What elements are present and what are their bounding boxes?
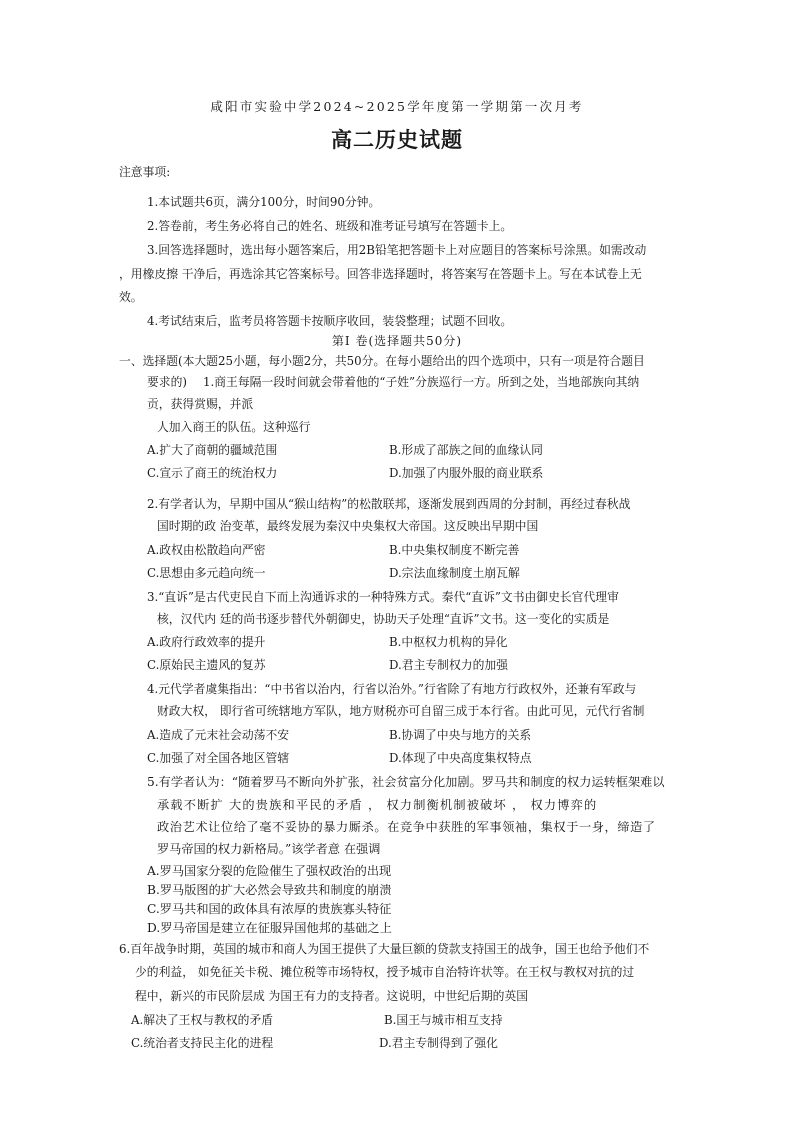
question-4-option-b: B.协调了中央与地方的关系	[389, 728, 532, 742]
question-5-stem: 罗马帝国的权力新格局。”该学者意 在强调	[157, 842, 381, 856]
question-2-option-a: A.政权由松散趋向严密	[147, 543, 266, 557]
question-1-stem: 贡，获得赏赐，并派	[147, 397, 254, 411]
question-1-stem: 1.商王每隔一段时间就会带着他的“子姓”分族巡行一方。所到之处，当地部族向其纳	[203, 375, 640, 389]
note-line: ，用橡皮擦 干净后，再选涂其它答案标号。回答非选择题时，将答案写在答题卡上。写在本试卷上无	[119, 267, 642, 281]
question-4-option-c: C.加强了对全国各地区管辖	[147, 751, 290, 765]
note-line: 2.答卷前，考生务必将自己的姓名、班级和准考证号填写在答题卡上。	[147, 219, 513, 233]
question-3-option-b: B.中枢权力机构的异化	[389, 635, 508, 649]
question-1-option-d: D.加强了内服外服的商业联系	[389, 466, 544, 480]
question-3-option-d: D.君主专制权力的加强	[389, 658, 508, 672]
question-1-stem: 人加入商王的队伍。这种巡行	[157, 420, 311, 434]
question-4-option-d: D.体现了中央高度集权特点	[389, 751, 532, 765]
question-3-stem: 核，汉代内 廷的尚书逐步替代外朝御史，协助天子处理“直诉”文书。这一变化的实质是	[157, 612, 610, 626]
question-6-option-d: D.君主专制得到了强化	[379, 1036, 498, 1050]
question-2-option-d: D.宗法血缘制度土崩瓦解	[389, 566, 520, 580]
note-line: 1.本试题共6页，满分100分，时间90分钟。	[147, 195, 381, 209]
note-line: 效。	[119, 290, 143, 304]
question-2-stem: 2.有学者认为，早期中国从“猴山结构”的松散联邦，逐渐发展到西周的分封制，再经过春秋战	[147, 497, 631, 511]
note-line: 3.回答选择题时，选出每小题答案后，用2B铅笔把答题卡上对应题目的答案标号涂黑。如需改动	[147, 243, 647, 257]
question-3-stem: 3.“直诉”是古代吏民自下而上沟通诉求的一种特殊方式。秦代“直诉”文书由御史长官代理审	[147, 590, 619, 604]
question-1-option-b: B.形成了部族之间的血缘认同	[389, 443, 543, 457]
part1-intro: 要求的) 1.商王每隔一段时间就会带着他的“子姓”分族巡行一方。所到之处，当地部族向其纳	[147, 375, 640, 389]
question-5-option-a: A.罗马国家分裂的危险催生了强权政治的出现	[147, 864, 392, 878]
question-3-option-c: C.原始民主遗风的复苏	[147, 658, 266, 672]
question-3-option-a: A.政府行政效率的提升	[147, 635, 266, 649]
question-4-stem: 财政大权， 即行省可统辖地方军队，地方财税亦可自留三成于本行省。由此可见，元代行省制	[157, 704, 645, 718]
question-2-option-b: B.中央集权制度不断完善	[389, 543, 520, 557]
question-1-option-a: A.扩大了商朝的疆域范围	[147, 443, 278, 457]
notes-heading: 注意事项:	[119, 165, 171, 179]
exam-subtitle: 咸阳市实验中学2024~2025学年度第一学期第一次月考	[210, 99, 584, 114]
question-6-stem: 少的利益， 如免征关卡税、摊位税等市场特权，授予城市自治特许状等。在王权与教权对抗的过	[135, 965, 635, 979]
question-4-option-a: A.造成了元末社会动荡不安	[147, 728, 290, 742]
part1-title: 第Ⅰ 卷(选择题共50分)	[331, 334, 463, 348]
question-6-option-c: C.统治者支持民主化的进程	[131, 1036, 274, 1050]
question-5-option-d: D.罗马帝国是建立在征服异国他邦的基础之上	[147, 921, 392, 935]
question-2-stem: 国时期的政 治变革，最终发展为秦汉中央集权大帝国。这反映出早期中国	[157, 519, 539, 533]
question-6-option-a: A.解决了王权与教权的矛盾	[131, 1013, 274, 1027]
part1-intro: 一、选择题(本大题25小题，每小题2分，共50分。在每小题给出的四个选项中，只有一项是符合题目	[119, 354, 645, 368]
question-5-option-c: C.罗马共和国的政体具有浓厚的贵族寡头特征	[147, 902, 392, 916]
question-6-option-b: B.国王与城市相互支持	[384, 1013, 503, 1027]
question-2-option-c: C.思想由多元趋向统一	[147, 566, 266, 580]
question-6-stem: 6.百年战争时期，英国的城市和商人为国王提供了大量巨额的贷款支持国王的战争，国王也给予他们不	[119, 942, 650, 956]
question-5-stem: 承载不断扩 大的贵族和平民的矛盾 ， 权力制衡机制被破坏 ， 权力博弈的	[157, 798, 598, 812]
question-5-option-b: B.罗马版图的扩大必然会导致共和制度的崩溃	[147, 883, 392, 897]
exam-title: 高二历史试题	[331, 128, 463, 152]
note-line: 4.考试结束后，监考员将答题卡按顺序收回，装袋整理；试题不回收。	[147, 314, 513, 328]
question-6-stem: 程中，新兴的市民阶层成 为国王有力的支持者。这说明，中世纪后期的英国	[135, 989, 529, 1003]
question-5-stem: 5.有学者认为：“随着罗马不断向外扩张，社会贫富分化加剧。罗马共和制度的权力运转框架难以	[147, 775, 665, 789]
question-5-stem: 政治艺术让位给了毫不妥协的暴力厮杀。在竞争中获胜的军事领袖，集权于一身，缔造了	[157, 820, 656, 834]
question-1-option-c: C.宣示了商王的统治权力	[147, 466, 278, 480]
question-4-stem: 4.元代学者虞集指出：“中书省以治内，行省以治外。”行省除了有地方行政权外，还兼有军政与	[147, 682, 637, 696]
